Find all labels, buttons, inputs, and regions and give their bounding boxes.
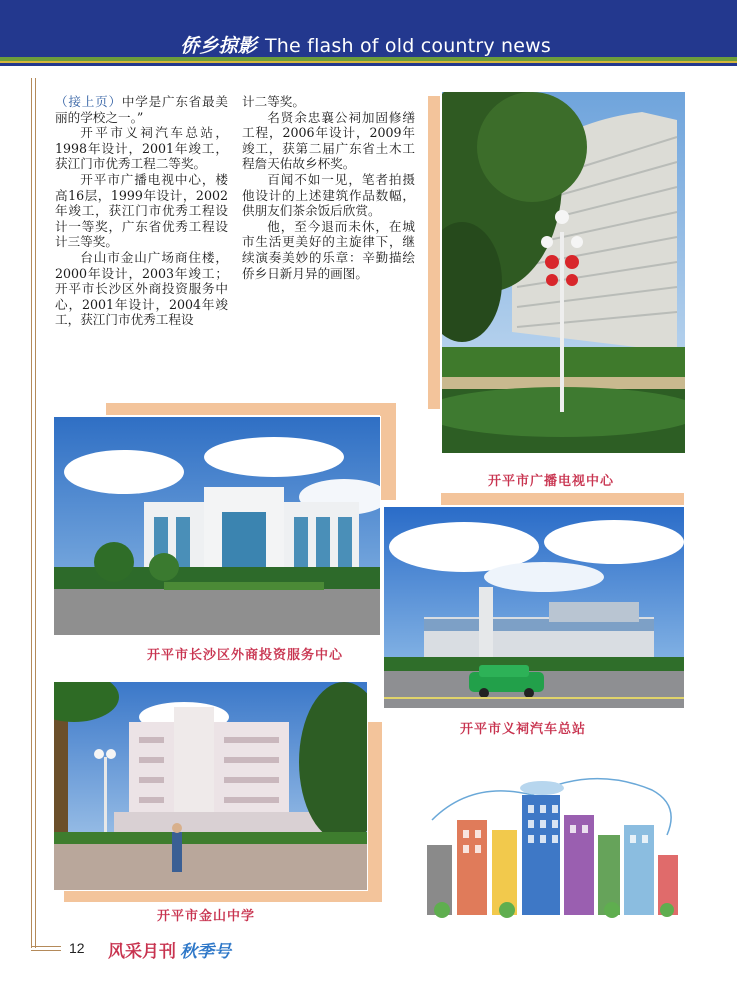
issue-name: 秋季号 xyxy=(180,942,231,962)
photo-caption: 开平市义祠汽车总站 xyxy=(460,722,587,737)
photo-accent-bar xyxy=(366,722,382,902)
article-paragraph: 名贤余忠襄公祠加固修缮工程，2006年设计，2009年竣工，获第二届广东省土木工程詹天佑故乡杯奖。 xyxy=(242,109,415,172)
changsha-center-photo xyxy=(53,416,381,636)
photo-accent-bar xyxy=(441,493,684,505)
article-column-2 xyxy=(242,94,415,281)
article-column-1 xyxy=(55,94,228,328)
bottom-margin-rule xyxy=(31,946,61,951)
header-title xyxy=(180,31,551,58)
header-title-en: The flash of old country news xyxy=(265,35,551,57)
article-paragraph: 开平市广播电视中心，楼高16层，1999年设计，2002年竣工，获江门市优秀工程设计一等奖，广东省优秀工程设计三等奖。 xyxy=(55,171,228,250)
photo-caption: 开平市长沙区外商投资服务中心 xyxy=(147,648,344,663)
photo-caption: 开平市金山中学 xyxy=(157,909,256,924)
photo-accent-bar xyxy=(64,890,382,902)
article-paragraph: 他，至今退而未休，在城市生活更美好的主旋律下，继续演奏美妙的乐章：辛勤描绘侨乡日新月异的画图。 xyxy=(242,218,415,281)
left-margin-rule xyxy=(31,78,36,948)
photo-accent-bar xyxy=(380,403,396,500)
header-stripe-blue xyxy=(0,63,737,66)
magazine-footer-title xyxy=(108,937,231,962)
photo-accent-bar xyxy=(106,403,396,415)
article-paragraph: 开平市义祠汽车总站，1998年设计，2001年竣工，获江门市优秀工程二等奖。 xyxy=(55,125,228,172)
article-paragraph: 百闻不如一见，笔者拍摄他设计的上述建筑作品数幅，供朋友们茶余饭后欣赏。 xyxy=(242,171,415,219)
header-title-zh: 侨乡掠影 xyxy=(180,35,257,57)
article-paragraph: 计二等奖。 xyxy=(242,94,305,109)
continued-marker: （接上页） xyxy=(55,94,122,109)
broadcast-center-photo xyxy=(441,91,686,454)
jinshan-school-photo xyxy=(53,681,368,891)
bus-station-photo xyxy=(383,506,685,709)
article-paragraph: （接上页）中学是广东省最美丽的学校之一。” xyxy=(55,94,229,125)
photo-accent-bar xyxy=(428,96,440,409)
city-illustration xyxy=(412,760,682,920)
article-paragraph: 台山市金山广场商住楼，2000年设计，2003年竣工；开平市长沙区外商投资服务中心，2001年设计，2004年竣工，获江门市优秀工程设 xyxy=(55,249,228,328)
page-number: 12 xyxy=(69,940,85,956)
header-banner xyxy=(0,0,737,57)
photo-caption: 开平市广播电视中心 xyxy=(488,474,615,489)
magazine-name: 风采月刊 xyxy=(108,942,176,962)
